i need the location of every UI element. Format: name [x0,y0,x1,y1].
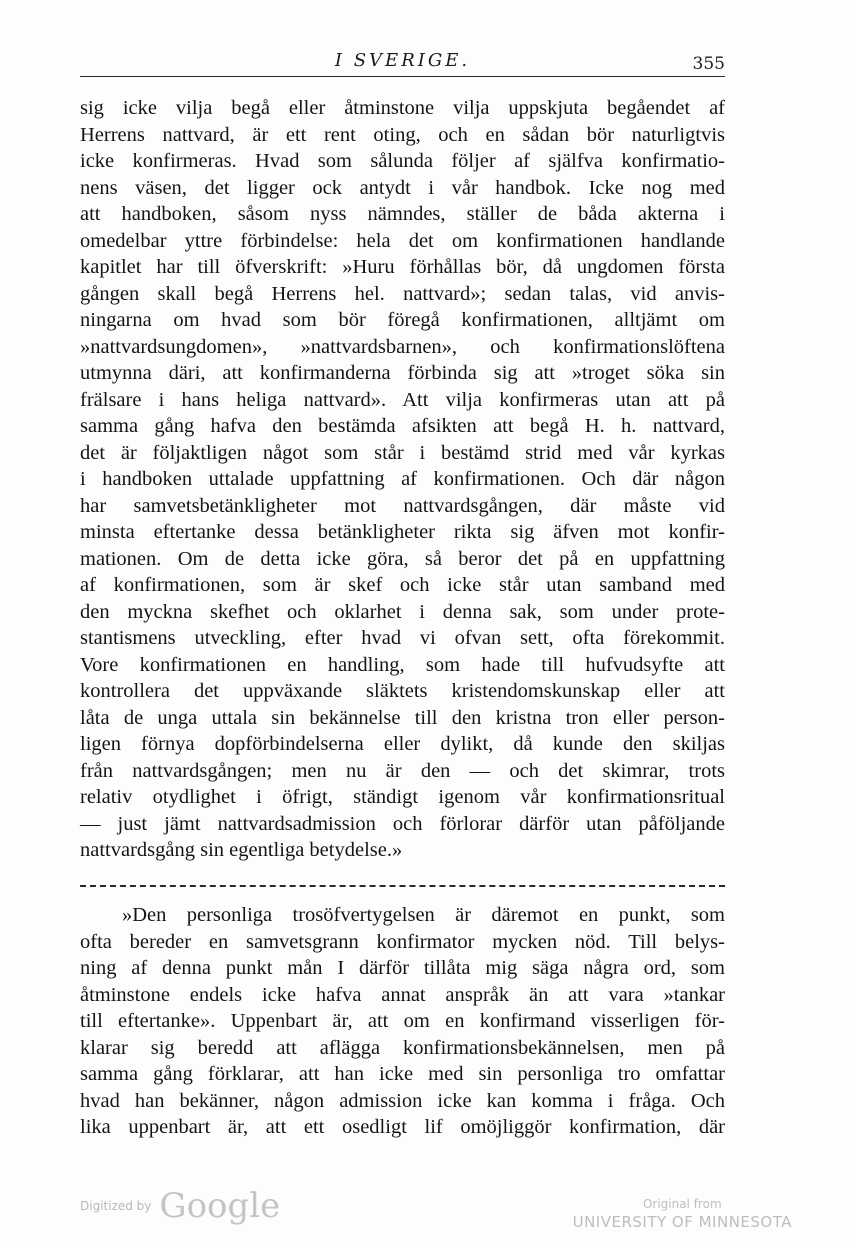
text-line: omedelbar yttre förbindelse: hela det om konfirmationen handlande [80,229,725,252]
text-line: icke konfirmeras. Hvad som sålunda följer af själfva konfirmatio- [80,150,725,172]
page-number: 355 [692,54,725,74]
text-line: ofta bereder en samvetsgrann konfirmator mycken nöd. Till belys- [80,930,725,953]
header-rule [80,76,725,77]
text-line: ningarna om hvad som bör föregå konfirmationen, alltjämt om [80,309,725,331]
text-line: har samvetsbetänkligheter mot nattvardsgången, där måste vid [80,494,725,517]
text-line: minsta eftertanke dessa betänkligheter rikta sig äfven mot konfir- [80,521,725,543]
text-line: den myckna skefhet och oklarhet i denna sak, som under prote- [80,600,725,623]
text-line: hvad han bekänner, någon admission icke kan komma i fråga. Och [80,1089,725,1112]
institution-name: UNIVERSITY OF MINNESOTA [572,1213,792,1231]
text-line: Herrens nattvard, är ett rent oting, och en sådan bör naturligtvis [80,123,725,146]
running-head [80,48,725,82]
running-title: I SVERIGE. [334,50,471,71]
text-line: relativ otydlighet i öfrigt, ständigt igenom vår konfirmationsritual [80,786,725,808]
text-line: kapitlet har till öfverskrift: »Huru förhållas bör, då ungdomen första [80,256,725,278]
text-line: låta de unga uttala sin bekännelse till den kristna tron eller person- [80,706,725,729]
text-line: samma gång förklarar, att han icke med sin personliga tro omfattar [80,1063,725,1085]
text-line: kontrollera det uppväxande släktets kristendomskunskap eller att [80,680,725,702]
text-line: — just jämt nattvardsadmission och förlorar därför utan påföljande [80,812,725,835]
text-line: att handboken, såsom nyss nämndes, ställer de båda akterna i [80,203,725,225]
text-line: mationen. Om de detta icke göra, så beror det på en uppfattning [80,547,725,570]
text-line: ligen förnya dopförbindelserna eller dylikt, då kunde den skiljas [80,733,725,755]
section-dash-rule [80,885,725,887]
text-line: stantismens utveckling, efter hvad vi ofvan sett, ofta förekommit. [80,627,725,649]
text-line: klarar sig beredd att aflägga konfirmationsbekännelsen, men på [80,1036,725,1059]
text-line: från nattvardsgången; men nu är den — och det skimrar, trots [80,759,725,782]
text-line: det är följaktligen något som står i bestämd strid med vår kyrkas [80,441,725,464]
text-line: samma gång hafva den bestämda afsikten att begå H. h. nattvard, [80,415,725,437]
text-line: ning af denna punkt mån I därför tillåta mig säga några ord, som [80,957,725,979]
text-line: sig icke vilja begå eller åtminstone vilja uppskjuta begåendet af [80,97,725,119]
text-line: »Den personliga trosöfvertygelsen är däremot en punkt, som [122,904,725,926]
text-line: utmynna däri, att konfirmanderna förbinda sig att »troget söka sin [80,362,725,384]
text-line: gången skall begå Herrens hel. nattvard»; sedan talas, vid anvis- [80,282,725,305]
original-from-label: Original from [642,1197,722,1211]
text-line: åtminstone endels icke hafva annat anspråk än att vara »tankar [80,983,725,1006]
text-line: frälsare i hans heliga nattvard». Att vilja konfirmeras utan att på [80,388,725,411]
digitized-watermark [80,1186,280,1226]
google-logo: Google [159,1186,281,1226]
digitized-by-label: Digitized by [80,1199,152,1213]
source-watermark [573,1196,792,1232]
paragraph-new [80,902,725,1141]
text-line: nattvardsgång sin egentliga betydelse.» [80,839,403,861]
text-line: Vore konfirmationen en handling, som hade till hufvudsyfte att [80,653,725,676]
text-line: nens väsen, det ligger ock antydt i vår handbok. Icke nog med [80,176,725,199]
text-line: till eftertanke». Uppenbart är, att om en konfirmand visserligen för- [80,1010,725,1032]
paragraph-continued [80,95,725,864]
text-line: lika uppenbart är, att ett osedligt lif omöjliggör konfirmation, där [80,1116,725,1138]
text-line: »nattvardsungdomen», »nattvardsbarnen», och konfirmationslöftena [80,335,725,358]
text-line: i handboken uttalade uppfattning af konfirmationen. Och där någon [80,468,725,490]
text-line: af konfirmationen, som är skef och icke står utan samband med [80,574,725,596]
